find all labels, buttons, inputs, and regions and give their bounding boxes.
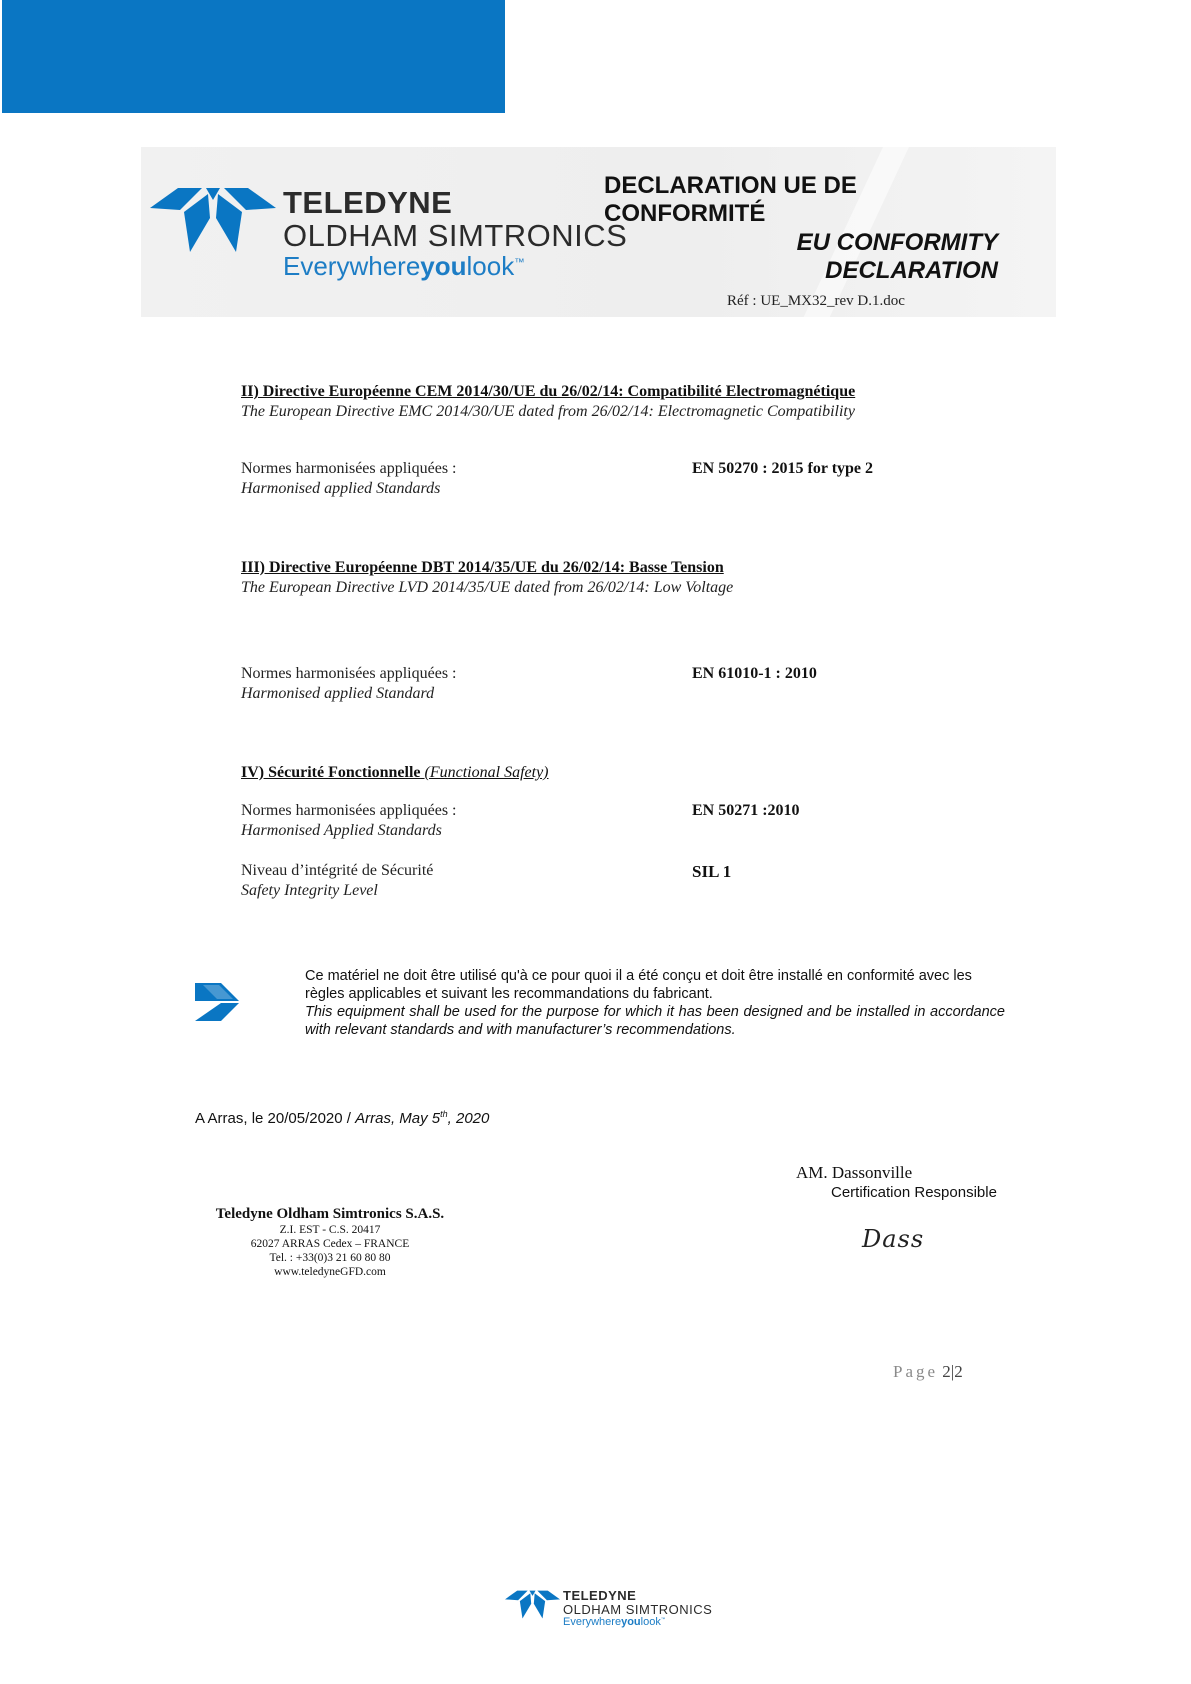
section-emc-subtitle: The European Directive EMC 2014/30/UE dated from 26/02/14: Electromagnetic Compatibility (241, 403, 855, 420)
section-lvd-subtitle: The European Directive LVD 2014/35/UE dated from 26/02/14: Low Voltage (241, 579, 734, 596)
notice-english: This equipment shall be used for the purpose for which it has been designed and be installed in accordance with relevant standards and with manufacturer’s recommendations. (305, 1004, 1005, 1038)
lvd-standards-label-en: Harmonised applied Standard (241, 685, 435, 702)
footer-tagline-part-1: Everywhere (563, 1616, 622, 1628)
section-lvd-title: III) Directive Européenne DBT 2014/35/UE du 26/02/14: Basse Tension (241, 559, 724, 576)
logo-tagline (283, 251, 525, 282)
sil-label-fr: Niveau d’intégrité de Sécurité (241, 862, 434, 879)
tagline-trademark: ™ (514, 257, 525, 269)
teledyne-mark-icon (150, 188, 276, 254)
chevron-arrow-icon (195, 983, 241, 1021)
lvd-standards-value: EN 61010-1 : 2010 (692, 665, 817, 682)
place-date-year: , 2020 (447, 1110, 490, 1127)
footer-logo-brand-text: TELEDYNE (563, 1588, 637, 1603)
lvd-standards-label-fr: Normes harmonisées appliquées : (241, 665, 457, 682)
teledyne-footer-mark-icon (505, 1590, 560, 1620)
place-date-en: Arras, May 5 (355, 1110, 441, 1127)
tagline-part-bold: you (420, 251, 467, 281)
title-french-line-1: DECLARATION UE DE (604, 172, 857, 199)
tagline-part-1: Everywhere (283, 251, 421, 281)
footer-tagline-part-2: look (640, 1616, 661, 1628)
title-english-line-2: DECLARATION (825, 257, 998, 284)
company-address-line-2: 62027 ARRAS Cedex – FRANCE (250, 1238, 410, 1250)
signer-role: Certification Responsible (831, 1184, 997, 1201)
section-safety-title (241, 764, 549, 782)
company-address-line-1: Z.I. EST - C.S. 20417 (279, 1224, 381, 1236)
footer-logo-division-text: OLDHAM SIMTRONICS (563, 1602, 713, 1617)
page-label: Page (893, 1362, 939, 1381)
place-date-ordinal: th (440, 1109, 448, 1119)
handwritten-signature: Dass (862, 1225, 925, 1253)
title-english (760, 229, 998, 285)
company-website: www.teledyneGFD.com (274, 1266, 386, 1278)
signer-name: AM. Dassonville (796, 1163, 913, 1182)
sil-value: SIL 1 (692, 862, 732, 881)
place-date-fr: A Arras, le 20/05/2020 / (195, 1110, 356, 1127)
footer-tagline-part-bold: you (621, 1616, 641, 1628)
safety-standards-label-fr: Normes harmonisées appliquées : (241, 802, 457, 819)
usage-notice (305, 967, 1005, 1039)
section-emc-title: II) Directive Européenne CEM 2014/30/UE du 26/02/14: Compatibilité Electromagnétique (241, 383, 856, 400)
company-phone: Tel. : +33(0)3 21 60 80 80 (269, 1252, 391, 1264)
section-safety-title-en: (Functional Safety) (424, 764, 549, 781)
document-reference: Réf : UE_MX32_rev D.1.doc (727, 293, 905, 309)
logo-brand-text: TELEDYNE (283, 185, 453, 220)
section-safety-title-fr: IV) Sécurité Fonctionnelle (241, 764, 421, 781)
title-french (604, 172, 857, 228)
tagline-part-2: look (466, 251, 515, 281)
logo-division-text: OLDHAM SIMTRONICS (283, 218, 628, 253)
title-french-line-2: CONFORMITÉ (604, 200, 766, 227)
emc-standards-value: EN 50270 : 2015 for type 2 (692, 460, 874, 477)
title-english-line-1: EU CONFORMITY (796, 229, 998, 256)
safety-standards-value: EN 50271 :2010 (692, 802, 800, 819)
emc-standards-label-fr: Normes harmonisées appliquées : (241, 460, 457, 477)
page-total: 2 (954, 1362, 963, 1381)
page-number (893, 1362, 963, 1382)
footer-tagline-trademark: ™ (660, 1616, 666, 1622)
teledyne-logo (150, 185, 628, 281)
company-name: Teledyne Oldham Simtronics S.A.S. (215, 1206, 445, 1222)
page-current: 2 (942, 1362, 951, 1381)
safety-standards-label-en: Harmonised Applied Standards (241, 822, 442, 839)
notice-french: Ce matériel ne doit être utilisé qu'à ce pour quoi il a été conçu et doit être installé en conformité avec les règles applicables et suivant les recommandations du fabricant. (305, 968, 972, 1002)
emc-standards-label-en: Harmonised applied Standards (241, 480, 441, 497)
page-separator: | (950, 1362, 955, 1381)
footer-logo-tagline (563, 1616, 665, 1628)
sil-label-en: Safety Integrity Level (241, 882, 378, 899)
teledyne-footer-logo (505, 1588, 713, 1630)
company-address (195, 1205, 465, 1279)
top-blue-banner (2, 0, 505, 113)
place-and-date (195, 1109, 489, 1127)
